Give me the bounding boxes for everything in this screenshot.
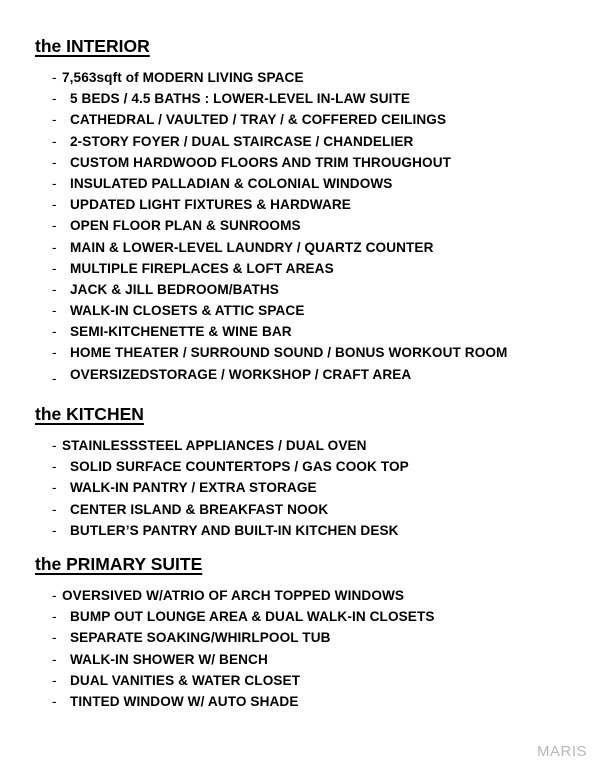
bullet-dash: - (52, 260, 57, 276)
bullet-dash: - (52, 91, 57, 107)
list-item-text: INSULATED PALLADIAN & COLONIAL WINDOWS (70, 175, 393, 191)
bullet-dash: - (52, 154, 57, 170)
bullet-dash: - (52, 480, 57, 496)
list-item-text: 2-STORY FOYER / DUAL STAIRCASE / CHANDELIER (70, 133, 414, 149)
list-item-text: SEMI-KITCHENETTE & WINE BAR (70, 324, 292, 340)
bullet-dash: - (52, 588, 57, 603)
list-item-text: SOLID SURFACE COUNTERTOPS / GAS COOK TOP (70, 459, 409, 475)
bullet-dash: - (52, 197, 57, 213)
maris-watermark: MARIS (536, 743, 587, 760)
list-item-text: SEPARATE SOAKING/WHIRLPOOL TUB (70, 630, 331, 646)
list-item-text: DUAL VANITIES & WATER CLOSET (70, 672, 301, 688)
bullet-dash: - (52, 345, 57, 361)
list-item-text: CENTER ISLAND & BREAKFAST NOOK (70, 501, 329, 517)
bullet-dash: - (52, 324, 57, 340)
list-item-text: WALK-IN CLOSETS & ATTIC SPACE (70, 303, 305, 319)
bullet-dash: - (52, 501, 57, 517)
list-item-text: 5 BEDS / 4.5 BATHS : LOWER-LEVEL IN-LAW SUITE (70, 91, 411, 107)
bullet-dash: - (52, 370, 57, 386)
list-item-text: OPEN FLOOR PLAN & SUNROOMS (70, 218, 301, 234)
list-item-text: JACK & JILL BEDROOM/BATHS (70, 281, 279, 297)
section-title-primary-suite: the PRIMARY SUITE (35, 554, 203, 574)
bullet-dash: - (52, 218, 57, 234)
bullet-dash: - (52, 175, 57, 191)
bullet-dash: - (52, 70, 57, 85)
bullet-dash: - (52, 672, 57, 688)
list-item-text: 7,563sqft of MODERN LIVING SPACE (62, 70, 304, 85)
list-item-text: STAINLESSSTEEL APPLIANCES / DUAL OVEN (62, 438, 367, 453)
list-item-text: MAIN & LOWER-LEVEL LAUNDRY / QUARTZ COUNTER (70, 239, 434, 255)
section-title-interior: the INTERIOR (35, 36, 150, 56)
list-item-text: WALK-IN PANTRY / EXTRA STORAGE (70, 480, 317, 496)
list-item-text: BUMP OUT LOUNGE AREA & DUAL WALK-IN CLOSETS (70, 609, 435, 625)
section-title-kitchen: the KITCHEN (35, 404, 144, 424)
list-item-text: CATHEDRAL / VAULTED / TRAY / & COFFERED CEILINGS (70, 112, 447, 128)
list-item-text: MULTIPLE FIREPLACES & LOFT AREAS (70, 260, 334, 276)
bullet-dash: - (52, 239, 57, 255)
list-item-text: UPDATED LIGHT FIXTURES & HARDWARE (70, 197, 351, 213)
list-item-text: WALK-IN SHOWER W/ BENCH (70, 651, 268, 667)
bullet-dash: - (52, 281, 57, 297)
bullet-dash: - (52, 303, 57, 319)
bullet-dash: - (52, 651, 57, 667)
bullet-dash: - (52, 459, 57, 475)
bullet-dash: - (52, 522, 57, 538)
bullet-dash: - (52, 693, 57, 709)
bullet-dash: - (52, 630, 57, 646)
bullet-dash: - (52, 609, 57, 625)
list-item-text: BUTLER’S PANTRY AND BUILT-IN KITCHEN DESK (70, 522, 399, 538)
list-item-text: TINTED WINDOW W/ AUTO SHADE (70, 693, 299, 709)
list-item-text: OVERSIVED W/ATRIO OF ARCH TOPPED WINDOWS (62, 588, 405, 603)
list-item-text: HOME THEATER / SURROUND SOUND / BONUS WORKOUT ROOM (70, 345, 508, 361)
list-item-text: CUSTOM HARDWOOD FLOORS AND TRIM THROUGHOUT (70, 154, 452, 170)
bullet-dash: - (52, 438, 57, 453)
list-item-text: OVERSIZEDSTORAGE / WORKSHOP / CRAFT AREA (70, 366, 412, 382)
bullet-dash: - (52, 112, 57, 128)
bullet-dash: - (52, 133, 57, 149)
